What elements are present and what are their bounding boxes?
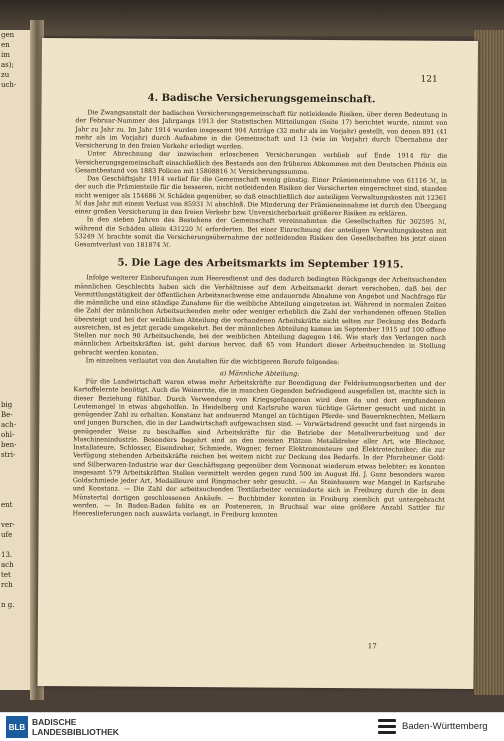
left-page-fragment: stri- — [1, 451, 16, 459]
paragraph: Unter Abrechnung der inzwischen erloschenen Versicherungen verblieb auf Ende 1914 für die Versicherungsgemeinschaft einschließlich des Bestands aus den früheren Abkommen mit den Deutschen Phönix ein Gesamtbestand von 1883 Policen mit 15808816 ℳ Versicherungssumme. — [75, 150, 448, 176]
section-heading-versicherung: 4. Badische Versicherungsgemeinschaft. — [147, 92, 376, 106]
left-page-fragment: zu — [1, 71, 10, 79]
left-page-fragment: ver- — [1, 521, 15, 529]
page-edges — [474, 30, 504, 695]
paragraph: Im einzelnen verlautet von den Anstalten für die wichtigeren Berufe folgendes: — [85, 357, 340, 366]
section-heading-arbeitsmarkt: 5. Die Lage des Arbeitsmarkts im September 1915. — [117, 257, 404, 271]
left-page-fragment: gen — [1, 31, 15, 39]
left-page-fragment: ohl- — [1, 431, 15, 439]
book-top-shadow — [0, 0, 504, 36]
left-page-fragment: ben- — [1, 441, 17, 449]
section-body-arbeitsmarkt — [74, 274, 447, 367]
paragraph: Die Zwangsanstalt der badischen Versicherungsgemeinschaft für notleidende Risiken, über deren Bedeutung in der Februar-Nummer des Jahrgangs 1913 der Statistischen Mitteilungen (Seite 17) berichtet wurde, nimmt von Jahr zu Jahr zu. Im Jahr 1914 wurden insgesamt 904 Anträge (32 mehr als im Vorjahr) gestellt, von denen 891 (41 mehr als im Vorjahr) durch Aufnahme in die Gemeinschaft und 13 (wie im Vorjahr) durch Übernahme der Versicherung in den freien Verkehr erledigt wurden. — [75, 109, 448, 151]
left-page-fragment: as); — [1, 61, 14, 69]
left-page-fragment: ach — [1, 561, 14, 569]
paragraph: Das Geschäftsjahr 1914 verlief für die Gemeinschaft wenig günstig. Einer Prämieneinnahme von 61116 ℳ, in der auch die Prämienteile für die besseren, nicht notleidenden Risiken der Versicherten eingerechnet sind, standen nicht weniger als 154686 ℳ Schäden gegenüber, so daß einschließlich der anteiligen Verwaltungskosten mit 12361 ℳ das Jahr mit einem Verlust von 85931 ℳ abschloß. Die Minderung der Prämieneinnahme ist durch den Übergang einer großen Versicherung in den freien Verkehr bzw. Unversicherbarkeit größerer Risiken zu erklären. — [74, 175, 448, 218]
subheading-maennliche-abteilung: a) Männliche Abteilung: — [219, 369, 300, 378]
blb-name-line2: LANDESBIBLIOTHEK — [32, 727, 119, 737]
blb-logo-icon[interactable]: BLB — [6, 716, 28, 738]
left-page-fragment: ach- — [1, 421, 16, 429]
baden-wuerttemberg-lions-icon — [378, 717, 396, 735]
left-page-fragment: n g. — [1, 601, 15, 609]
blb-name[interactable] — [32, 717, 119, 737]
left-page-fragment: Be- — [1, 411, 13, 419]
page-number: 121 — [420, 74, 438, 85]
blb-name-line1: BADISCHE — [32, 717, 77, 727]
library-footer — [0, 712, 504, 741]
paragraph: Infolge weiterer Einberufungen zum Heeresdienst und des dadurch bedingten Rückgangs der Arbeitsuchenden männlichen Geschlechts haben sich die Verhältnisse auf dem Arbeitsmarkt derart verschoben, daß bei der Vermittlungstätigkeit der öffentlichen Arbeitsnachweise eine andauernde Abnahme von Angebot und Nachfrage für die männliche und eine ständige Zunahme für die weibliche Abteilung eingetreten ist. Während in normalen Zeiten die Zahl der männlichen Arbeitsuchenden mehr oder weniger erheblich die Zahl der vorhandenen offenen Stellen übersteigt und bei der weiblichen Abteilung die vorhandenen Arbeitskräfte nicht selten zur Deckung des Bedarfs ausreichen, ist es jetzt gerade umgekehrt. Bei der männlichen Abteilung kamen im September 1915 auf 100 offene Stellen nur noch 90 Arbeitsuchende, bei der weiblichen Abteilung dagegen 146. Wie stark das Verlangen nach männlichen Arbeitskräften ist, geht daraus hervor, daß 65 vom Hundert dieser Arbeitsuchenden in Stellung gebracht werden konnten. — [73, 274, 447, 357]
section-body-versicherung — [75, 109, 448, 252]
left-page-fragment: 13. — [1, 551, 13, 559]
left-page-fragment: rch — [1, 581, 13, 589]
signature-mark: 17 — [367, 642, 377, 651]
section-body-maennlich — [73, 378, 446, 521]
left-page-fragment: en — [1, 41, 10, 49]
left-page-fragment: im — [1, 51, 10, 59]
left-page-fragment: big — [1, 401, 13, 409]
page-content — [73, 92, 448, 521]
paragraph: Für die Landwirtschaft waren etwas mehr Arbeitskräfte zur Beendigung der Feldräumungsarbeiten und der Kartoffelernte benötigt. Auch die Weinernte, die in manchen Gegenden befriedigend ausgefallen ist, machte sich in dieser Beziehung fühlbar. Durch Verwendung von Kriegsgefangenen wird dem da und dort empfundenen Leutemangel in etwas abgeholfen. In Heidelberg und Karlsruhe waren tüchtige Gärtner gesucht und nicht in genügender Zahl zu erhalten. Konstanz hat andauernd Mangel an tüchtigen Pferde- und Bauernknechten, Melkern und jungen Burschen, die in der Landwirtschaft aufgewachsen sind. — Vorwärtsdrend gesucht und fast nirgends in genügender Weise zu beschaffen sind Arbeitskräfte für die Betriebe der Metallverarbeitung und der Maschinenindustrie. Besonders begehrt sind an den meisten Plätzen Metalldreher aller Art, wie Blechner, Installateure, Schlosser, Eisendreher, Schmiede, Wagner, ferner Elektromonteure und Elektrotechniker; die zur Verfügung stehenden Arbeitskräfte reichen bei weitem nicht zur Deckung des Bedarfs. In der Pforzheimer Gold- und Silberwaren-Industrie war der Geschäftsgang gegenüber dem Vormonat wiederum etwas belebter; es konnten insgesamt 579 Arbeitskräften Stellen vermittelt werden gegen rund 500 im August lfd. J. Ganz besonders waren Goldschmiede jeder Art, Medailleure und Ringmacher sehr gesucht. — An Steinhauern war Mangel in Karlsruhe und Konstanz. — Die Zahl der arbeitsuchenden Textilarbeiter verminderte sich in Freiburg durch die in dem Münstertal dortigen geschlossenen Ankäufe. — Buchbinder konnten in Freiburg ziemlich gut untergebracht werden. — In Baden-Baden fehlte es an Posteneren, in Bruchsal war eine größere Anzahl Sattler für Heereslieferungen nach auswärts verlangt, in Freiburg konnten — [72, 378, 446, 519]
left-page-fragment: ufe — [1, 531, 13, 539]
book-page — [37, 38, 478, 689]
paragraph: In den sieben Jahren des Bestehens der Gemeinschaft vereinnahmten die Gesellschaften für 302595 ℳ, während die Schäden allein 431220 ℳ erforderten. Bei einer Einrechnung der anteiligen Verwaltungskosten mit 53249 ℳ brachte somit die Versicherungsübernahme der notleidenden Risiken den Gesellschaften bis jetzt einen Gesamtverlust von 181874 ℳ. — [74, 216, 447, 249]
baden-wuerttemberg-label[interactable]: Baden-Württemberg — [402, 721, 488, 732]
left-page-fragment: uch- — [1, 81, 17, 89]
left-page-fragment: tet — [1, 571, 11, 579]
left-page-fragment: ent — [1, 501, 13, 509]
